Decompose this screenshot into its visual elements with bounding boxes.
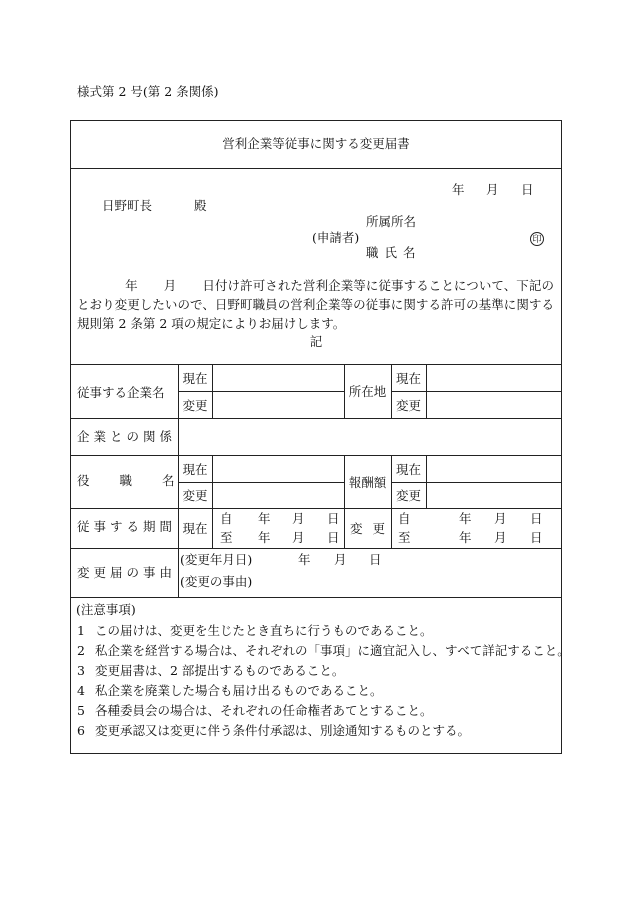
body-year: 年: [125, 278, 138, 293]
divider: [70, 364, 562, 365]
ki-label: 記: [309, 334, 323, 349]
body-text: 日付け許可された営利企業等に従事することについて、下記のとおり変更したいので、日野町職員の営利企業等の従事に関する許可の基準に関する規則第 2 条第 2 項の規定によりお届けします。: [77, 278, 554, 331]
period-change-from-year: 年: [459, 511, 472, 526]
note-text: この届けは、変更を生じたとき直ちに行うものであること。: [95, 623, 433, 638]
period-current-label: 現在: [182, 521, 208, 536]
period-change-to: 至: [398, 530, 411, 545]
reason-label: 変更届の事由: [77, 565, 177, 580]
divider: [178, 548, 179, 597]
seal-mark: 印: [530, 232, 544, 246]
reward-current-label: 現在: [395, 461, 421, 477]
change-date-month: 月: [334, 552, 347, 567]
period-current-from-year: 年: [258, 511, 271, 526]
divider: [70, 548, 562, 549]
change-reason-label: (変更の事由): [180, 574, 253, 589]
location-label: 所在地: [348, 384, 387, 399]
period-current-to-day: 日: [327, 530, 340, 545]
company-name-text: 従事する企業名: [77, 385, 165, 400]
period-change-from-month: 月: [494, 511, 507, 526]
position-name-label: 職 氏 名: [366, 245, 416, 260]
date-day-label: 日: [521, 182, 534, 197]
note-number: 5: [77, 703, 85, 718]
affiliation-label: 所属所名: [366, 214, 417, 229]
position-change-label: 変更: [182, 488, 208, 503]
location-current-label: 現在: [395, 370, 421, 386]
reward-change-label: 変更: [395, 488, 421, 503]
divider: [70, 597, 562, 598]
applicant-role-label: (申請者): [312, 230, 360, 245]
note-number: 3: [77, 663, 85, 678]
period-current-from-day: 日: [327, 511, 340, 526]
period-label: 従事する期間: [77, 519, 177, 534]
period-current-to-month: 月: [292, 530, 305, 545]
period-change-from: 自: [398, 511, 411, 526]
note-number: 1: [77, 623, 85, 638]
company-current-label: 現在: [182, 370, 208, 386]
position-current-label: 現在: [182, 461, 208, 477]
date-year-label: 年: [452, 182, 465, 197]
divider: [212, 364, 213, 418]
company-name-label: [77, 383, 173, 401]
note-text: 私企業を経営する場合は、それぞれの「事項」に適宜記入し、すべて詳記すること。: [95, 643, 570, 658]
reward-label: 報酬額: [348, 474, 387, 490]
body-paragraph: [77, 276, 554, 333]
body-month: 月: [163, 278, 177, 293]
change-date-year: 年: [298, 552, 311, 567]
period-change-to-year: 年: [459, 530, 472, 545]
divider: [426, 455, 427, 508]
period-current-from: 自: [220, 511, 233, 526]
relation-label: 企業との関係: [77, 429, 177, 444]
position-label: 役 職 名: [77, 473, 175, 488]
location-change-label: 変更: [395, 397, 421, 413]
divider: [70, 508, 562, 509]
divider: [212, 455, 213, 548]
addressee-honorific: 殿: [194, 198, 207, 213]
note-text: 変更承認又は変更に伴う条件付承認は、別途通知するものとする。: [95, 723, 471, 738]
period-current-from-month: 月: [292, 511, 305, 526]
period-current-to: 至: [220, 530, 233, 545]
period-change-from-day: 日: [530, 511, 543, 526]
date-month-label: 月: [486, 182, 499, 197]
period-change-to-month: 月: [494, 530, 507, 545]
divider: [70, 455, 562, 456]
period-change-label: 変 更: [350, 521, 385, 536]
divider: [178, 418, 179, 455]
note-number: 6: [77, 723, 85, 738]
note-text: 各種委員会の場合は、それぞれの任命権者あてとすること。: [95, 703, 433, 718]
divider: [426, 364, 427, 418]
change-date-day: 日: [369, 552, 382, 567]
divider: [70, 418, 562, 419]
note-text: 私企業を廃業した場合も届け出るものであること。: [95, 683, 383, 698]
period-current-to-year: 年: [258, 530, 271, 545]
change-date-label: (変更年月日): [180, 552, 253, 567]
note-text: 変更届書は、2 部提出するものであること。: [95, 663, 345, 678]
divider: [70, 168, 562, 169]
notes-heading: (注意事項): [76, 602, 136, 617]
document-title: 営利企業等従事に関する変更届書: [222, 136, 410, 151]
addressee-name: 日野町長: [102, 198, 153, 213]
period-change-to-day: 日: [530, 530, 543, 545]
form-number: 様式第 2 号(第 2 条関係): [77, 84, 219, 99]
company-change-label: 変更: [182, 397, 208, 413]
note-number: 4: [77, 683, 85, 698]
note-number: 2: [77, 643, 85, 658]
